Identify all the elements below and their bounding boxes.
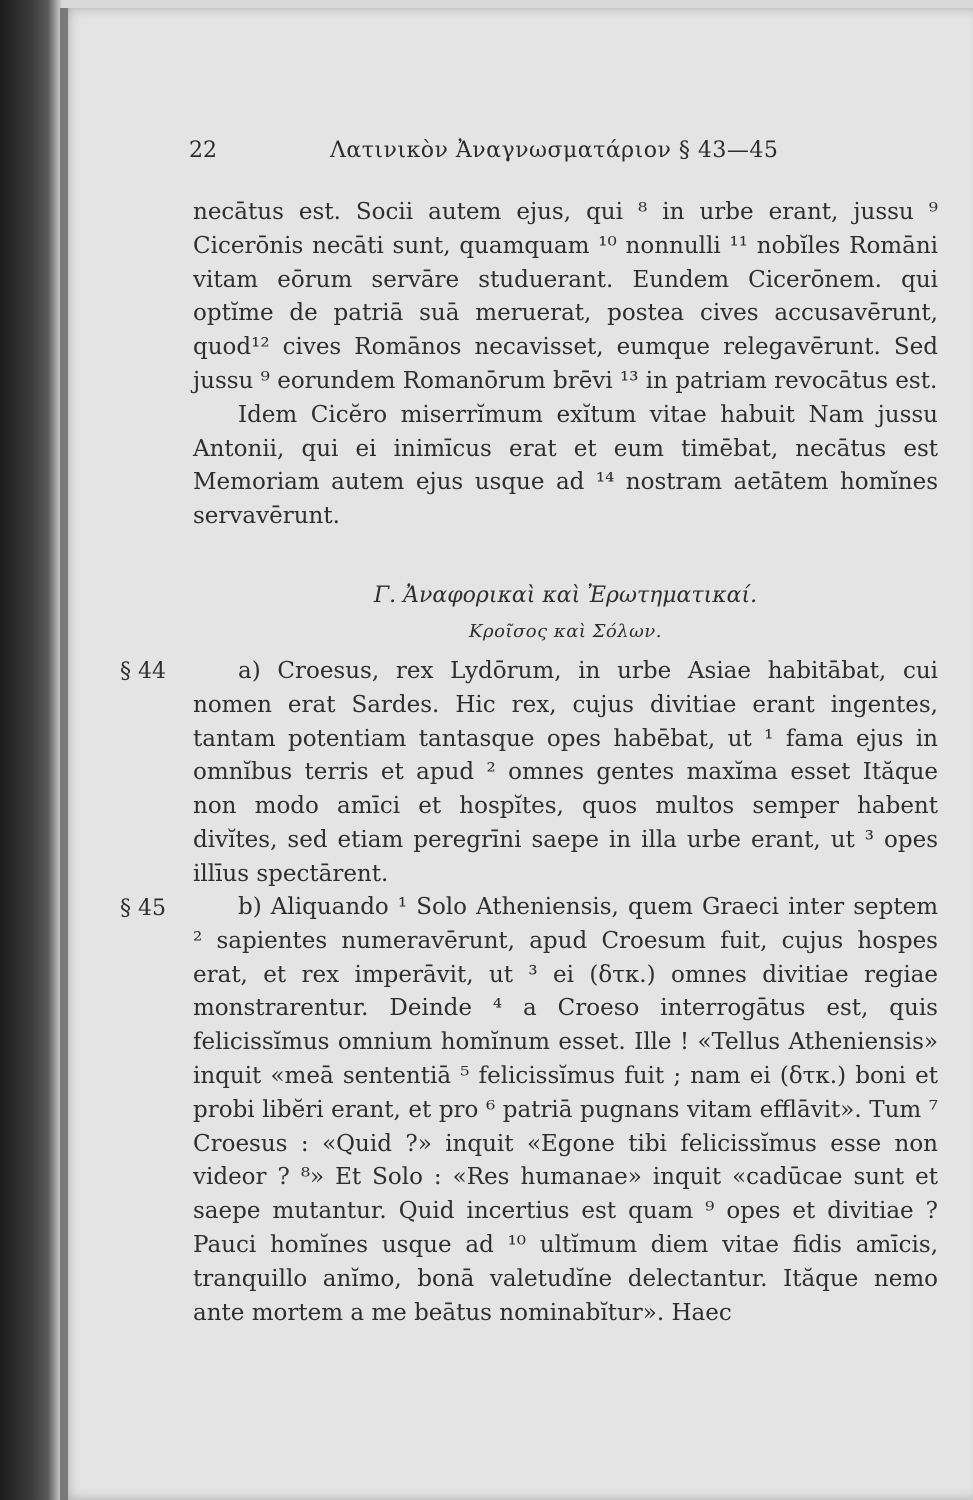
paragraph-2: Idem Cicĕro miserrĭmum exĭtum vitae habuit Nam jussu Antonii, qui ei inimīcus erat et eum timēbat, necātus est Memoriam autem ejus usque ad ¹⁴ nostram aetātem homĭnes servavērunt. xyxy=(193,401,938,530)
page-header xyxy=(60,136,973,172)
section-45-label: § 45 xyxy=(120,896,166,921)
story-title: Κροῖσος καὶ Σόλων. xyxy=(469,621,662,642)
page-edge xyxy=(60,8,68,1500)
section-44-text: a) Croesus, rex Lydōrum, in urbe Asiae habitābat, cui nomen erat Sardes. Hic rex, cujus divitiae erant ingentes, tantam potentiam tantasque opes habēbat, ut ¹ fama ejus in omnĭbus terris et apud ² omnes gentes maxĭma esset Ităque non modo amīci et hospĭtes, quos multos semper habent divĭtes, sed etiam peregrīni saepe in illa urbe erant, ut ³ opes illīus spectārent. xyxy=(193,658,938,887)
paragraph-1: necātus est. Socii autem ejus, qui ⁸ in urbe erant, jussu ⁹ Cicerōnis necāti sunt, quamquam ¹⁰ nonnulli ¹¹ nobĭles Romāni vitam eōrum servāre studuerant. Eundem Cicerōnem. qui optĭme de patriā suā meruerat, postea cives accusavērunt, quod¹² cives Romānos necavisset, eumque relegavērunt. Sed jussu ⁹ eorundem Romanōrum brēvi ¹³ in patriam revocātus est. xyxy=(193,199,938,394)
section-44-label: § 44 xyxy=(120,659,166,684)
page-number: 22 xyxy=(189,138,217,163)
running-title: Λατινικὸν Ἀναγνωσματάριον § 43—45 xyxy=(330,138,779,163)
section-45-text-block xyxy=(193,891,938,1330)
section-title: Γ. Ἀναφορικαὶ καὶ Ἐρωτηματικαί. xyxy=(373,583,758,608)
section-44-text-block xyxy=(193,655,938,892)
section-45-text: b) Aliquando ¹ Solo Atheniensis, quem Graeci inter septem ² sapientes numeravērunt, apud Croesum fuit, cujus hospes erat, et rex imperāvit, ut ³ ei (δτκ.) omnes divitiae regiae monstrarentur. Deinde ⁴ a Croeso interrogātus est, quis felicissĭmus omnium homĭnum esset. Ille ! «Tellus Atheniensis» inquit «meā sententiā ⁵ felicissĭmus fuit ; nam ei (δτκ.) boni et probi libĕri erant, et pro ⁶ patriā pugnans vitam efflāvit». Tum ⁷ Croesus : «Quid ?» inquit «Egone tibi felicissĭmus esse non videor ? ⁸» Et Solo : «Res humanae» inquit «cadūcae sunt et saepe mutantur. Quid incertius est quam ⁹ opes et divitiae ? Pauci homĭnes usque ad ¹⁰ ultĭmum diem vitae fidis amīcis, tranquillo anĭmo, bonā valetudĭne delectantur. Ităque nemo ante mortem a me beātus nominabĭtur». Haec xyxy=(193,894,938,1326)
body-text-top xyxy=(193,196,938,534)
